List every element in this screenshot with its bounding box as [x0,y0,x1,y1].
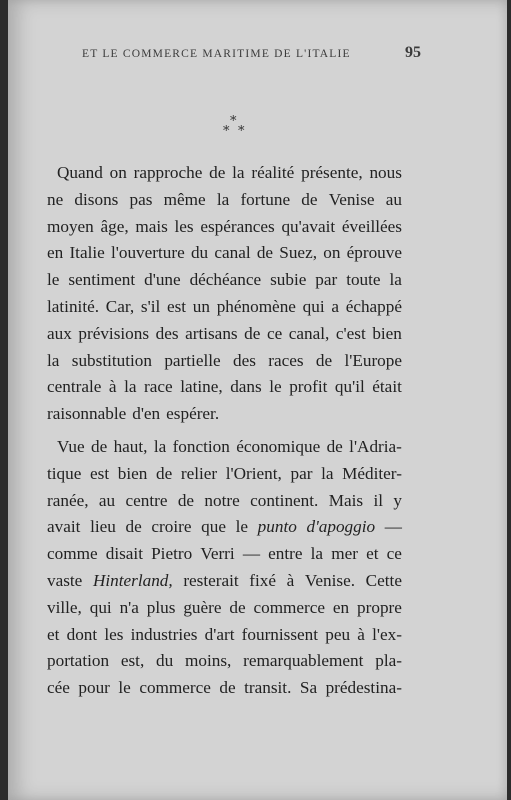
text-line [47,160,402,187]
word: subie [270,270,307,290]
word: mais [135,216,168,236]
word: bien [372,323,402,343]
word: centrale [47,377,102,397]
word: l'Adria- [349,436,402,456]
word: ville, [47,597,82,617]
word: à [286,570,295,590]
word: l'ouverture [110,243,185,263]
word: Pietro [151,544,193,564]
word: Car, [105,296,135,316]
book-page [8,0,507,800]
word: disait [105,544,143,564]
word: remarquablement [243,651,364,671]
word: de [256,243,274,263]
word: lieu [90,517,116,537]
word: les [174,216,194,236]
asterisk-top: * [230,114,237,129]
word: transit. [244,678,292,698]
word: canal [214,243,251,263]
word: ce [386,544,402,564]
word: race [144,377,173,397]
word: la [232,163,245,182]
word: fortune [240,189,291,209]
word: par [315,270,338,290]
word: économique [236,436,321,456]
word: n'a [119,597,139,617]
word: échappé [345,296,402,316]
word: le [235,517,249,537]
word: la [310,544,324,564]
word: propre [357,597,402,617]
word: âge, [100,216,129,236]
word: Cette [365,570,402,590]
word: la [47,350,60,370]
text-line [47,240,402,267]
word: qui [302,296,325,316]
word: déchéance [189,270,262,290]
word: industries [130,624,198,644]
text-line [47,321,402,348]
word: pas [129,189,153,209]
word: Mais [328,490,364,510]
word: Vue [57,436,85,456]
word: de [90,436,108,456]
word: toute [346,270,381,290]
word: comme [47,544,98,564]
word: partielle [164,350,221,370]
word: au [385,189,402,209]
word: prédestina- [325,678,402,698]
word: du [156,651,174,671]
word: d'art [204,624,235,644]
word: haut, [113,436,148,456]
word: centre [125,490,168,510]
word: ce [266,323,283,343]
word: à [357,624,365,644]
word: d'en [132,404,161,424]
word: dont [66,624,98,644]
word: fournissent [241,624,319,644]
word: l'ex- [372,624,402,644]
word: la [216,189,230,209]
asterisk-right: * [238,124,245,139]
word: de [229,597,246,617]
italic-word: Hinterland, [92,570,173,590]
word: de [219,678,236,698]
word: portation [47,651,110,671]
word: est [166,296,187,316]
word: pour [78,678,110,698]
text-line [47,675,402,702]
word: commerce [139,678,211,698]
text-line [47,648,402,675]
word: fonction [172,436,230,456]
word: plus [146,597,176,617]
text-line [47,595,402,622]
italic-word: punto [257,517,297,537]
word: à [108,377,117,397]
word: éprouve [346,243,402,263]
word: canal, [288,323,330,343]
word: des [155,323,179,343]
word: en [47,243,64,263]
word: la [321,463,334,483]
word: qu'il [334,377,365,397]
text-line [47,488,402,515]
word: commerce [253,597,326,617]
word: s'il [140,296,161,316]
word: qui [89,597,112,617]
word: bien [117,463,148,483]
text-line [47,214,402,241]
word: profit [289,377,328,397]
word: l'Orient, [225,463,282,483]
word: latinité. [47,296,100,316]
word: les [104,624,124,644]
word: entre [268,544,303,564]
word: des [232,350,256,370]
word: est, [120,651,145,671]
word: de [326,436,343,456]
word: Méditer- [342,463,402,483]
word: la [153,436,167,456]
word: notre [204,490,240,510]
word: le [269,377,282,397]
word: nous [369,163,402,182]
word: mer [331,544,358,564]
word: en [332,597,350,617]
word: de [315,350,333,370]
word: Italie [69,243,105,263]
word: fixé [249,570,277,590]
word: dans [230,377,262,397]
word: guère [183,597,222,617]
word: le [47,270,60,290]
word: le [118,678,131,698]
word: espérances [200,216,275,236]
word: raisonnable [47,404,127,424]
word: Verri [200,544,235,564]
word: l'Europe [344,350,402,370]
italic-word: d'apoggio [306,517,376,537]
word: de [301,189,318,209]
word: même [163,189,206,209]
text-line [47,541,402,568]
page-number: 95 [405,44,421,61]
word: espérer. [166,404,220,424]
text-line [47,622,402,649]
word: ne [47,189,64,209]
word: c'est [335,323,366,343]
word: et [47,624,60,644]
text-line [47,434,402,461]
word: moyen [47,216,94,236]
word: la [124,377,137,397]
word: avait [47,517,81,537]
word: races [268,350,304,370]
word: a [331,296,339,316]
word: y [393,490,402,510]
word: de [177,490,195,510]
word: ranée, [47,490,89,510]
word: il [373,490,384,510]
asterism-ornament [222,115,252,137]
word: Venise. [304,570,356,590]
word: présente, [301,163,363,182]
text-line [47,401,402,428]
word: était [372,377,402,397]
word: resterait [183,570,239,590]
word: éveillées [341,216,402,236]
word: un [192,296,210,316]
word: pla- [375,651,402,671]
word: réalité [251,163,295,182]
text-line [47,187,402,214]
word: Quand [57,163,103,182]
word: de [244,323,261,343]
word: croire [151,517,192,537]
word: de [209,163,226,182]
text-line [47,374,402,401]
word: rapproche [133,163,203,182]
running-header [56,44,495,66]
word: cée [47,678,70,698]
word: moins, [185,651,232,671]
word: et [366,544,379,564]
body-text [47,160,402,702]
running-title: ET LE COMMERCE MARITIME DE L'ITALIE [82,48,351,60]
word: d'une [144,270,181,290]
text-line [47,348,402,375]
word: on [109,163,127,182]
word: de [125,517,142,537]
word: latine, [180,377,223,397]
word: disons [74,189,119,209]
word: prévisions [78,323,150,343]
word: au [98,490,116,510]
text-line [47,568,402,595]
asterisk-left: * [223,124,230,139]
word: par [290,463,313,483]
word: substitution [71,350,152,370]
word: — [384,517,402,537]
word: artisans [185,323,238,343]
word: on [323,243,341,263]
word: la [389,270,402,290]
word: phénomène [216,296,296,316]
word: du [190,243,209,263]
word: qu'avait [281,216,336,236]
word: de [155,463,173,483]
text-line [47,267,402,294]
word: continent. [250,490,319,510]
word: Suez, [279,243,317,263]
word: peu [325,624,351,644]
word: Venise [328,189,375,209]
word: que [201,517,226,537]
text-line [47,461,402,488]
word: vaste [47,570,83,590]
text-line [47,514,402,541]
word: relier [180,463,218,483]
word: sentiment [68,270,136,290]
word: Sa [299,678,318,698]
word: — [242,544,261,564]
word: est [90,463,110,483]
text-line [47,294,402,321]
word: aux [47,323,72,343]
word: tique [47,463,82,483]
